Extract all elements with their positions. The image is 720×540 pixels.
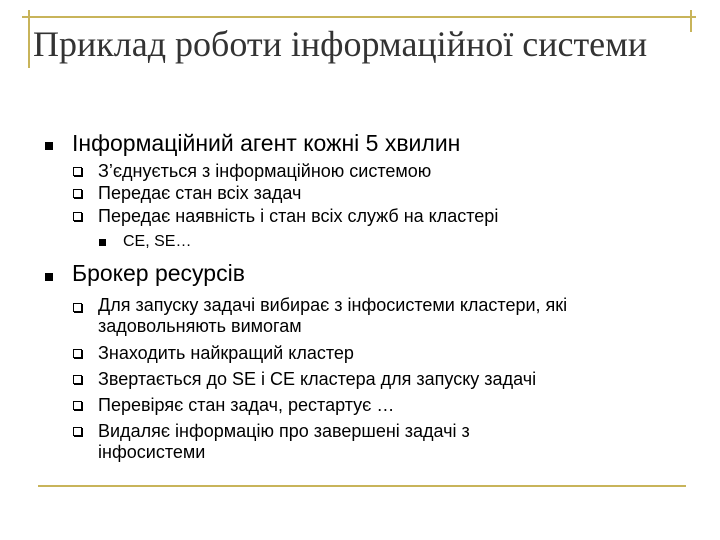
hollow-square-bullet-icon [73, 189, 82, 198]
sub-sub-bullet-text: CE, SE… [123, 233, 192, 250]
slide-title: Приклад роботи інформаційної системи [33, 24, 648, 64]
square-bullet-icon [45, 273, 53, 281]
sub-bullet-text: Передає стан всіх задач [98, 183, 302, 203]
sub-bullet-text: Знаходить найкращий кластер [98, 343, 354, 363]
hollow-square-bullet-icon [73, 303, 82, 312]
hollow-square-bullet-icon [73, 167, 82, 176]
square-bullet-icon [99, 239, 106, 246]
bottom-accent-line [38, 485, 686, 487]
left-accent-line [28, 10, 30, 68]
sub-bullet-text: Для запуску задачі вибирає з інфосистеми кластери, які [98, 295, 568, 315]
bullet-text: Інформаційний агент кожні 5 хвилин [72, 130, 461, 156]
sub-bullet-text: Перевіряє стан задач, рестартує … [98, 395, 395, 415]
hollow-square-bullet-icon [73, 349, 82, 358]
sub-bullet-text: Передає наявність і стан всіх служб на кластері [98, 206, 499, 226]
sub-bullet-text: Видаляє інформацію про завершені задачі з [98, 421, 470, 441]
hollow-square-bullet-icon [73, 375, 82, 384]
hollow-square-bullet-icon [73, 427, 82, 436]
sub-bullet-text-continued: інфосистеми [98, 442, 206, 462]
right-accent-line [690, 10, 692, 32]
sub-bullet-text-continued: задовольняють вимогам [98, 316, 302, 336]
square-bullet-icon [45, 142, 53, 150]
sub-bullet-text: З’єднується з інформаційною системою [98, 161, 432, 181]
top-accent-line [22, 16, 696, 18]
sub-bullet-text: Звертається до SE і CE кластера для запуску задачі [98, 369, 537, 389]
hollow-square-bullet-icon [73, 401, 82, 410]
bullet-text: Брокер ресурсів [72, 260, 245, 286]
hollow-square-bullet-icon [73, 212, 82, 221]
